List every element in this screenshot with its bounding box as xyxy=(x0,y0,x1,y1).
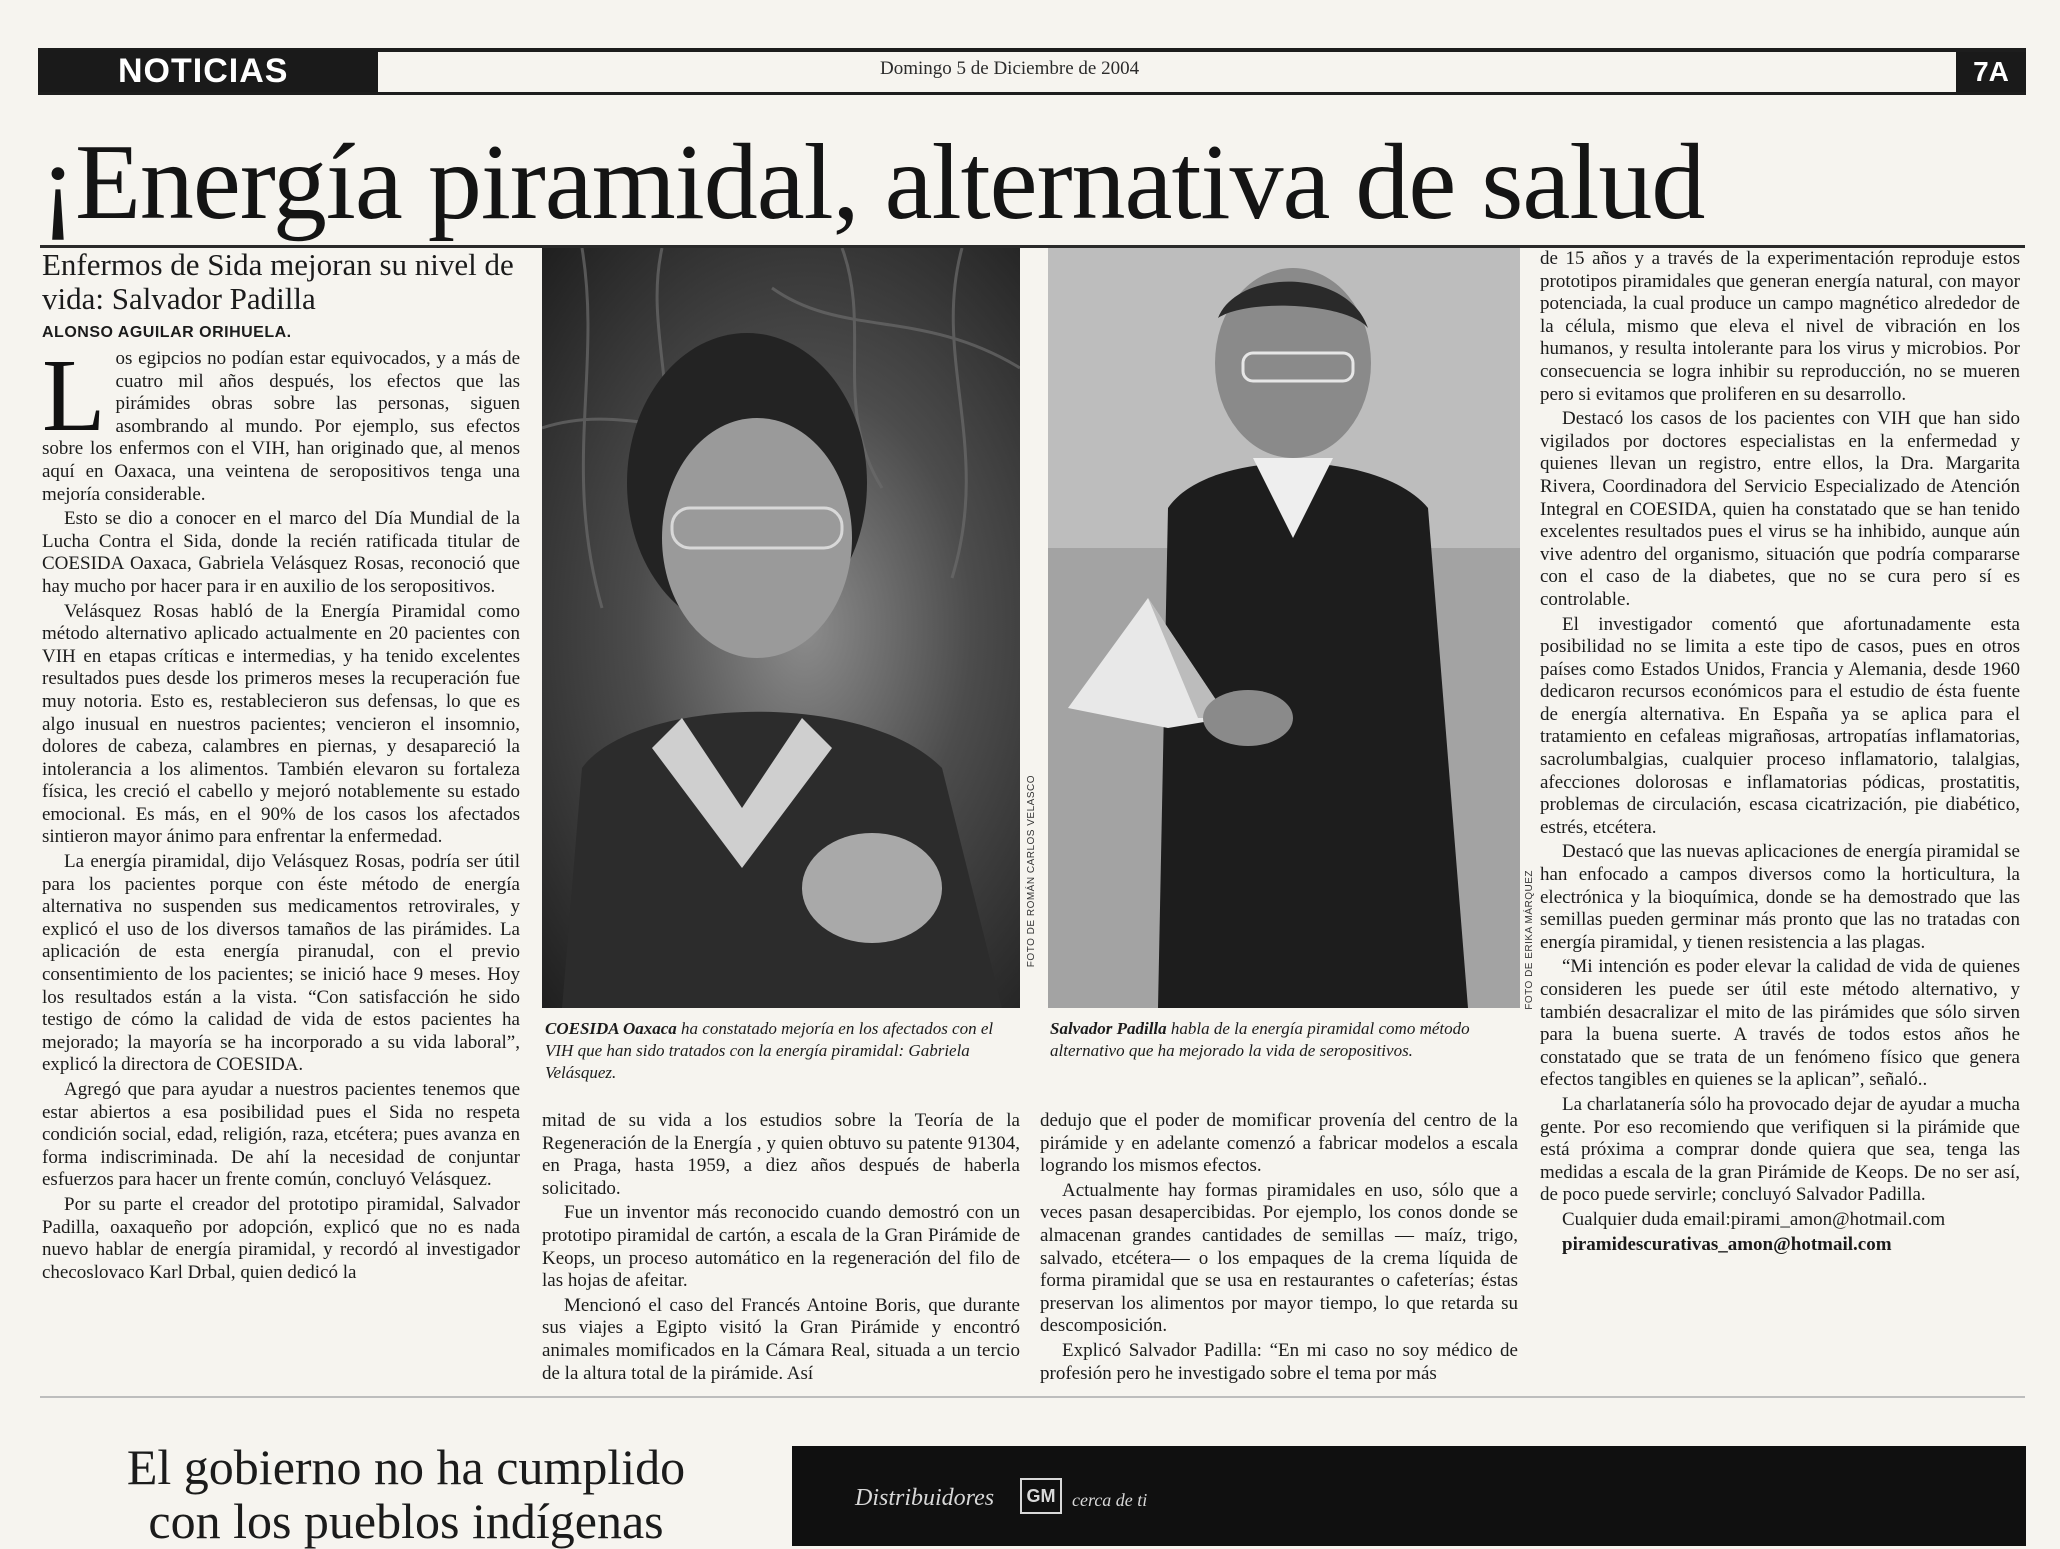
paragraph: Esto se dio a conocer en el marco del Día Mundial de la Lucha Contra el Sida, donde la recién ratificada titular de COESIDA Oaxaca, Gabriela Velásquez Rosas, reconoció que hay mucho por hacer para ir en auxilio de los seropositivos. xyxy=(42,508,520,597)
caption-name: Salvador Padilla xyxy=(1050,1019,1167,1038)
paragraph: Mencionó el caso del Francés Antoine Boris, que durante sus viajes a Egipto visitó la Gran Pirámide y encontró animales momificados en la Cámara Real, situada a un tercio de la altura total de la pirámide. Así xyxy=(542,1294,1020,1384)
paragraph: Por su parte el creador del prototipo piramidal, Salvador Padilla, oaxaqueño por adopción, explicó que no es nada nuevo hablar de energía piramidal, y recordó al investigador checoslovaco Karl Drbal, quien dedicó la xyxy=(42,1193,520,1283)
bottom-headline: El gobierno no ha cumplido con los pueblos indígenas xyxy=(126,1439,686,1549)
paragraph-text: os egipcios no podían estar equivocados, y a más de cuatro mil años después, los efectos que las pirámides obras sobre las personas, siguen asombrando al mundo. Por ejemplo, sus efectos sobre los enfermos con el VIH, han originado que, al menos aquí en Oaxaca, una veintena de seropositivos tenga una mejoría considerable. xyxy=(42,348,520,505)
paragraph: Destacó los casos de los pacientes con VIH que han sido vigilados por doctores especialistas en la enfermedad y quienes llevan un registro, entre ellos, la Dra. Margarita Rivera, Coordinadora del Servicio Especializado de Atención Integral en COESIDA, quien ha constatado que se han tenido excelentes resultados pues el virus se ha inhibido, aunque aún vive adentro del organismo, situación que podría compararse con el caso de la diabetes, que no se cura pero sí es controlable. xyxy=(1540,408,2020,610)
contact-line: Cualquier duda email:pirami_amon@hotmail.com xyxy=(1562,1208,1946,1230)
paragraph: Fue un inventor más reconocido cuando demostró con un prototipo piramidal de cartón, a escala de la Gran Pirámide de Keops, un proceso automático en la regeneración del filo de las hojas de afeitar. xyxy=(542,1202,1020,1292)
article-column-3 xyxy=(1040,1110,1518,1387)
article-column-4 xyxy=(1540,248,2020,1258)
drop-cap: L xyxy=(42,338,106,453)
paragraph: Explicó Salvador Padilla: “En mi caso no soy médico de profesión pero he investigado sobre el tema por más xyxy=(1040,1339,1518,1384)
header-rule xyxy=(38,92,2026,95)
subheadline: Enfermos de Sida mejoran su nivel de vida: Salvador Padilla xyxy=(42,247,514,316)
paragraph: dedujo que el poder de momificar provenía del centro de la pirámide y en adelante comenzó a fabricar modelos a escala logrando los mismos efectos. xyxy=(1040,1110,1518,1177)
ad-text: Distribuidores xyxy=(855,1485,995,1511)
paragraph: La charlatanería sólo ha provocado dejar de ayudar a mucha gente. Por eso recomiendo que verifiquen si la pirámide que está próxima a comprar donde quiera que sea, tenga las medidas a escala de la gran Pirámide de Keops. De no ser así, de poco puede servirle; concluyó Salvador Padilla. xyxy=(1540,1093,2020,1206)
paragraph: El investigador comentó que afortunadamente esta posibilidad no se limita a este tipo de casos, pues en otros países como Estados Unidos, Francia y Alemania, desde 1960 dedicaron recursos económicos para el estudio de ésta fuente de energía alternativa. En España ya se aplica para el tratamiento en cefaleas migrañosas, artropatías inflamatorias, sacrolumbalgias, cualquier proceso inflamatorio, talalgias, afecciones dolorosas e inflamatorias pódicas, prostatitis, problemas de circulación, escasa cicatrización, pie diabético, estrés, etcétera. xyxy=(1540,613,2020,838)
paragraph: “Mi intención es poder elevar la calidad de vida de quienes consideren les puede ser útil este método alternativo, y también desacralizar el mito de las pirámides que sólo sirven para la buena suerte. A través de todos estos años he constatado que se trata de un fenómeno físico que genera efectos tangibles en quienes se la aplican”, señaló.. xyxy=(1540,956,2020,1091)
article-column-1 xyxy=(42,338,520,1286)
contact-email: piramidescurativas_amon@hotmail.com xyxy=(1562,1233,1892,1255)
caption-name: COESIDA Oaxaca xyxy=(545,1019,677,1038)
gm-logo-icon: GM xyxy=(1020,1478,1062,1514)
photo-salvador-padilla xyxy=(1048,248,1520,1008)
photo-gabriela-velasquez xyxy=(542,248,1020,1008)
photo-credit-right: FOTO DE ERIKA MÁRQUEZ xyxy=(1524,870,1535,1010)
article-column-2 xyxy=(542,1110,1020,1387)
paragraph: de 15 años y a través de la experimentación reproduje estos prototipos piramidales que generan energía natural, con mayor potenciada, la cual produce un campo magnético alrededor de la célula, mismo que eleva el nivel de vibración en los humanos, y resulta intolerante para los virus y microbios. Por consecuencia se logra inhibir su reproducción, no se mueren pero si evitamos que proliferen en su desarrollo. xyxy=(1540,248,2020,405)
portrait-man-illustration xyxy=(1048,248,1520,1008)
headline: ¡Energía piramidal, alternativa de salud xyxy=(40,123,1705,242)
photo-caption-left xyxy=(545,1018,1015,1084)
paragraph: Actualmente hay formas piramidales en uso, sólo que a veces pasan desapercibidas. Por ejemplo, los conos donde se almacenan grandes cantidades de semillas — maíz, trigo, salvado, etcétera— o los empaques de la crema líquida de forma piramidal que se usa en restaurantes o cafeterías; éstas preservan los alimentos por mayor tiempo, lo que retarda su descomposición. xyxy=(1040,1179,1518,1337)
ad-tagline: cerca de ti xyxy=(1072,1490,1148,1510)
paragraph: Velásquez Rosas habló de la Energía Piramidal como método alternativo aplicado actualmente en 20 pacientes con VIH en etapas críticas e intermedias, y ha tenido excelentes resultados pues desde los primeros meses la recuperación fue muy notoria. Esto es, restablecieron sus defensas, lo que es algo inusual en nuestros pacientes; vencieron el insomnio, dolores de cabeza, calambres en piernas, y desapareció la intolerancia a los alimentos. También elevaron su fortaleza física, les creció el cabello y mejoró notablemente su estado emocional. Es más, en el 90% de los casos los afectados sintieron mayor ánimo para enfrentar la enfermedad. xyxy=(42,600,520,848)
photo-caption-right xyxy=(1050,1018,1520,1062)
caption-text: habla de la energía piramidal como método alternativo que ha mejorado la vida de seropositivos. xyxy=(1050,1019,1470,1060)
paragraph: La energía piramidal, dijo Velásquez Rosas, podría ser útil para los pacientes porque con éste método de energía alternativa no suspenden sus medicamentos retrovirales, y explicó el uso de los diversos tamaños de las pirámides. La aplicación de esta energía piranudal, con el previo consentimiento de los pacientes; se inició hace 9 meses. Hoy los resultados están a la vista. “Con satisfacción he sido testigo de cómo la calidad de vida de estos pacientes ha mejorado; la mayoría se ha incorporado a su vida laboral”, explicó la directora de COESIDA. xyxy=(42,851,520,1076)
section-label: NOTICIAS xyxy=(38,50,378,93)
portrait-woman-illustration xyxy=(542,248,1020,1008)
photo-credit-left: FOTO DE ROMÁN CARLOS VELASCO xyxy=(1026,775,1037,968)
paragraph: Agregó que para ayudar a nuestros pacientes tenemos que estar abiertos a esa posibilidad pues el Sida no respeta condición social, edad, religión, raza, etcétera; pues avanza en forma indiscriminada. De ahí la necesidad de conjuntar esfuerzos para hacer un frente común, concluyó Velásquez. xyxy=(42,1079,520,1191)
paragraph xyxy=(42,338,520,506)
caption-text: ha constatado mejoría en los afectados con el VIH que han sido tratados con la energía piramidal: Gabriela Velásquez. xyxy=(545,1019,994,1082)
paragraph: Destacó que las nuevas aplicaciones de energía piramidal se han enfocado a campos diversos como la horticultura, la electrónica y la bioquímica, donde se ha demostrado que las semillas pueden germinar más pronto que las no tratadas con energía piramidal, y tienen resistencia a las plagas. xyxy=(1540,841,2020,953)
page-number: 7A xyxy=(1956,52,2026,92)
section-divider xyxy=(40,1396,2025,1398)
byline: ALONSO AGUILAR ORIHUELA. xyxy=(42,324,292,341)
issue-date: Domingo 5 de Diciembre de 2004 xyxy=(880,58,1140,79)
paragraph: mitad de su vida a los estudios sobre la Teoría de la Regeneración de la Energía , y quien obtuvo su patente 91304, en Praga, hasta 1959, a diez años después de haberla solicitado. xyxy=(542,1110,1020,1199)
